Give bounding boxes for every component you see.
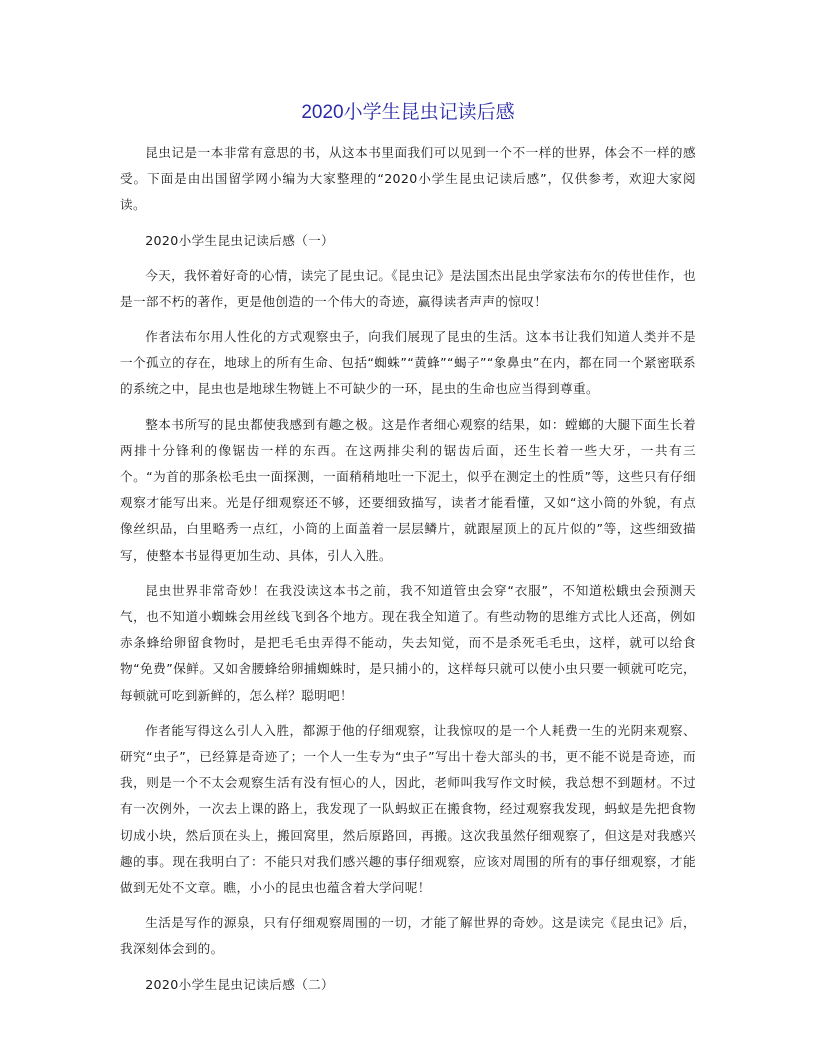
body-paragraph: 作者能写得这么引人入胜，都源于他的仔细观察，让我惊叹的是一个人耗费一生的光阴来观察、研究“虫子”，已经算是奇迹了；一个人一生专为“虫子”写出十卷大部头的书，更不能不说是奇迹，而我，则是一个不太会观察生活有没有恒心的人，因此，老师叫我写作文时候，我总想不到题材。不过有一次例外，一次去上课的路上，我发现了一队蚂蚁正在搬食物，经过观察我发现，蚂蚁是先把食物切成小块，然后顶在头上，搬回窝里，然后原路回，再搬。这次我虽然仔细观察了，但这是对我感兴趣的事。现在我明白了：不能只对我们感兴趣的事仔细观察，应该对周围的所有的事仔细观察，才能做到无处不文章。瞧，小小的昆虫也蕴含着大学问呢！ <box>120 722 696 896</box>
document-title: 2020小学生昆虫记读后感 <box>301 102 515 123</box>
body-paragraph: 昆虫世界非常奇妙！在我没读这本书之前，我不知道管虫会穿“衣服”，不知道松蛾虫会预测天气，也不知道小蜘蛛会用丝线飞到各个地方。现在我全知道了。有些动物的思维方式比人还高，例如赤条蜂给卵留食物时，是把毛毛虫弄得不能动，失去知觉，而不是杀死毛毛虫，这样，就可以给食物“免费”保鲜。又如舍腰蜂给卵捕蜘蛛时，是只捕小的，这样每只就可以使小虫只要一顿就可吃完，每顿就可吃到新鲜的，怎么样？聪明吧！ <box>120 582 696 703</box>
document-page <box>120 100 696 1007</box>
body-paragraph: 今天，我怀着好奇的心情，读完了昆虫记。《昆虫记》是法国杰出昆虫学家法布尔的传世佳作，也是一部不朽的著作，更是他创造的一个伟大的奇迹，赢得读者声声的惊叹！ <box>120 267 696 309</box>
body-paragraph: 生活是写作的源泉，只有仔细观察周围的一切，才能了解世界的奇妙。这是读完《昆虫记》后，我深刻体会到的。 <box>120 915 696 957</box>
intro-paragraph: 昆虫记是一本非常有意思的书，从这本书里面我们可以见到一个不一样的世界，体会不一样的感受。下面是由出国留学网小编为大家整理的“2020小学生昆虫记读后感”，仅供参考，欢迎大家阅读。 <box>120 145 696 213</box>
section-heading-2: 2020小学生昆虫记读后感（二） <box>145 976 334 992</box>
section-heading-1: 2020小学生昆虫记读后感（一） <box>145 232 334 248</box>
body-paragraph: 整本书所写的昆虫都使我感到有趣之极。这是作者细心观察的结果，如：螳螂的大腿下面生长着两排十分锋利的像锯齿一样的东西。在这两排尖利的锯齿后面，还生长着一些大牙，一共有三个。“为首的那条松毛虫一面探测，一面稍稍地吐一下泥土，似乎在测定土的性质”等，这些只有仔细观察才能写出来。光是仔细观察还不够，还要细致描写，读者才能看懂，又如“这小筒的外貌，有点像丝织品，白里略秀一点红，小筒的上面盖着一层层鳞片，就跟屋顶上的瓦片似的”等，这些细致描写，使整本书显得更加生动、具体，引人入胜。 <box>120 416 696 563</box>
body-paragraph: 作者法布尔用人性化的方式观察虫子，向我们展现了昆虫的生活。这本书让我们知道人类并不是一个孤立的存在，地球上的所有生命、包括“蜘蛛”“黄蜂”“蝎子”“象鼻虫”在内，都在同一个紧密联系的系统之中，昆虫也是地球生物链上不可缺少的一环，昆虫的生命也应当得到尊重。 <box>120 329 696 397</box>
